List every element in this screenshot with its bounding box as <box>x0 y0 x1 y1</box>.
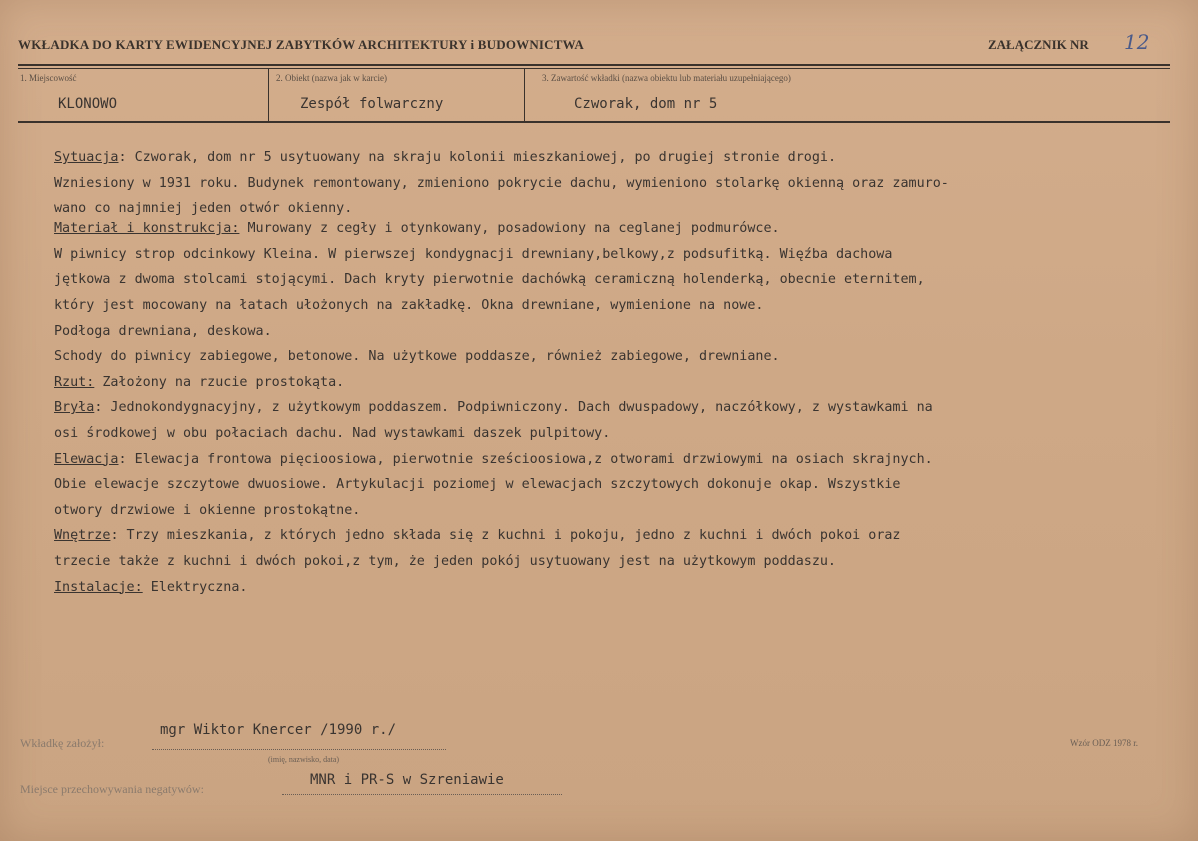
description-line <box>54 472 1164 498</box>
field-value-object: Zespół folwarczny <box>300 96 444 112</box>
description-line <box>54 242 1164 268</box>
description-line <box>54 523 1164 549</box>
description-line <box>54 196 1164 216</box>
section-text: Obie elewacje szczytowe dwuosiowe. Artykulacji poziomej w elewacjach szczytowych dokonuje okap. Wszystkie <box>54 477 901 493</box>
description-line <box>54 421 1164 447</box>
storage-label: Miejsce przechowywania negatywów: <box>20 782 204 796</box>
description-line <box>54 145 1164 171</box>
section-text: Elektryczna. <box>142 579 248 595</box>
section-heading: Bryła <box>54 400 95 416</box>
description-line <box>54 549 1164 575</box>
field-divider-2 <box>524 68 525 121</box>
description-line <box>54 171 1164 197</box>
storage-value: MNR i PR-S w Szreniawie <box>310 772 504 788</box>
section-text: Wzniesiony w 1931 roku. Budynek remontowany, zmieniono pokrycie dachu, wymieniono stolarkę okienną oraz zamuro- <box>54 175 949 191</box>
section-text: Murowany z cegły i otynkowany, posadowiony na ceglanej podmurówce. <box>239 221 780 237</box>
field-value-contents: Czworak, dom nr 5 <box>574 96 718 112</box>
section-text: : Jednokondygnacyjny, z użytkowym poddaszem. Podpiwniczony. Dach dwuspadowy, naczółkowy, z wystawkami na <box>94 400 933 416</box>
field-label-contents: 3. Zawartość wkładki (nazwa obiektu lub materiału uzupełniającego) <box>542 73 791 83</box>
author-hint: (imię, nazwisko, data) <box>268 755 340 764</box>
author-label: Wkładkę założył: <box>20 736 105 750</box>
fields-bottom-rule <box>18 121 1170 123</box>
author-value: mgr Wiktor Knercer /1990 r./ <box>160 722 397 738</box>
description-line <box>54 293 1164 319</box>
section-text: Założony na rzucie prostokąta. <box>94 374 345 390</box>
section-text: : Elewacja frontowa pięcioosiowa, pierwotnie sześcioosiowa,z otworami drzwiowymi na osiach skrajnych. <box>118 451 933 467</box>
description-line <box>54 498 1164 524</box>
form-code: Wzór ODZ 1978 r. <box>1070 738 1138 748</box>
field-label-locality: 1. Miejscowość <box>20 73 77 83</box>
storage-dotline <box>282 793 562 795</box>
description-line <box>54 267 1164 293</box>
top-rule-thin <box>18 68 1170 69</box>
author-dotline <box>152 748 446 750</box>
description-text <box>54 145 1164 600</box>
field-divider-1 <box>268 68 269 121</box>
section-text: wano co najmniej jeden otwór okienny. <box>54 201 353 217</box>
field-label-object: 2. Obiekt (nazwa jak w karcie) <box>276 73 387 83</box>
section-heading: Instalacje: <box>54 579 143 595</box>
section-text: który jest mocowany na łatach ułożonych na zakładkę. Okna drewniane, wymienione na nowe. <box>54 297 764 313</box>
section-text: osi środkowej w obu połaciach dachu. Nad wystawkami daszek pulpitowy. <box>54 425 611 441</box>
section-heading: Materiał i konstrukcja: <box>54 221 240 237</box>
description-line <box>54 344 1164 370</box>
top-rule <box>18 64 1170 66</box>
description-line <box>54 216 1164 242</box>
section-text: Podłoga drewniana, deskowa. <box>54 323 272 339</box>
description-line <box>54 575 1164 601</box>
annex-number: 12 <box>1124 30 1150 54</box>
section-text: otwory drzwiowe i okienne prostokątne. <box>54 502 361 518</box>
section-text: : Trzy mieszkania, z których jedno składa się z kuchni i pokoju, jedno z kuchni i dwóch pokoi oraz <box>110 528 901 544</box>
section-heading: Wnętrze <box>54 528 111 544</box>
section-text: trzecie także z kuchni i dwóch pokoi,z tym, że jeden pokój usytuowany jest na użytkowym poddaszu. <box>54 553 836 569</box>
section-heading: Sytuacja <box>54 150 119 165</box>
description-line <box>54 370 1164 396</box>
section-heading: Rzut: <box>54 374 95 390</box>
section-heading: Elewacja <box>54 451 119 467</box>
annex-label: ZAŁĄCZNIK NR <box>988 37 1089 52</box>
card-title: WKŁADKA DO KARTY EWIDENCYJNEJ ZABYTKÓW ARCHITEKTURY i BUDOWNICTWA <box>18 37 584 52</box>
description-line <box>54 395 1164 421</box>
description-line <box>54 447 1164 473</box>
section-text: jętkowa z dwoma stolcami stojącymi. Dach kryty pierwotnie dachówką ceramiczną holenderką, obecnie eternitem, <box>54 272 925 288</box>
section-text: : Czworak, dom nr 5 usytuowany na skraju kolonii mieszkaniowej, po drugiej stronie drogi. <box>118 150 837 165</box>
field-value-locality: KLONOWO <box>58 96 118 112</box>
section-text: W piwnicy strop odcinkowy Kleina. W pierwszej kondygnacji drewniany,belkowy,z podsufitką. Więźba dachowa <box>54 246 893 262</box>
description-line <box>54 319 1164 345</box>
section-text: Schody do piwnicy zabiegowe, betonowe. Na użytkowe poddasze, również zabiegowe, drewniane. <box>54 349 780 365</box>
